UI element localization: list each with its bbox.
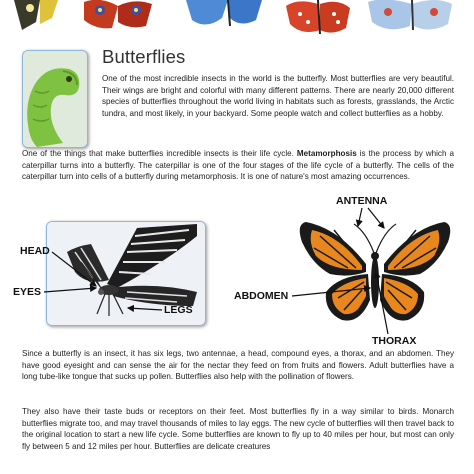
monarch-right-forewing — [384, 222, 450, 276]
monarch-head — [371, 252, 379, 260]
metamorphosis-text-start: One of the things that make butterflies incredible insects is their life cycle. — [22, 149, 297, 158]
intro-paragraph: One of the most incredible insects in the world is the butterfly. Most butterflies are very beautiful. Their wings are bright and colorful with many different patterns. There are nearly 20,000 different species of butterflies throughout the world living in habitats such as forests, grasslands, the Arctic tundra, and most likely, in your backyard. Some people watch and collect butterflies as a hobby. — [102, 74, 454, 118]
legs-label: LEGS — [164, 304, 193, 316]
antenna-label: ANTENNA — [336, 195, 388, 207]
monarch-body — [371, 256, 379, 308]
butterfly-photo-3 — [186, 0, 262, 26]
eyes-label: EYES — [13, 286, 42, 298]
butterfly-photo-5 — [368, 0, 452, 30]
abdomen-label: ABDOMEN — [234, 290, 289, 302]
flight-paragraph: They also have their taste buds or receptors on their feet. Most butterflies fly in a way similar to birds. Monarch butterflies migrate too, and may travel thousands of miles to lay eggs. The new cycle of butterflies will then travel back to the original location to start a new life cycle. Some butterflies are known to fly up to 40 miles per hour, but most can only fly between 5 and 12 miles per hour. Butterflies are delicate creatures — [22, 407, 454, 451]
caterpillar-photo — [22, 50, 88, 148]
page-title: Butterflies — [102, 46, 186, 67]
monarch-left-hindwing — [326, 274, 370, 321]
anatomy-paragraph: Since a butterfly is an insect, it has six legs, two antennae, a head, compound eyes, a thorax, and an abdomen. They have good eyesight and can sense the air for the nectar they feed on from fruits and flowers. Adult butterflies have a long tube-like tongue that sucks up pollen. Butterflies also help with the pollination of flowers. — [22, 349, 454, 382]
metamorphosis-term: Metamorphosis — [296, 149, 357, 158]
butterfly-photo-1 — [14, 0, 58, 30]
monarch-antennae — [354, 224, 396, 253]
butterfly-photo-4 — [286, 0, 350, 34]
monarch-left-forewing — [300, 222, 366, 276]
butterfly-photo-strip — [0, 0, 474, 40]
monarch-right-hindwing — [380, 274, 424, 321]
monarch-diagram — [290, 208, 460, 338]
thorax-label: THORAX — [372, 335, 417, 347]
metamorphosis-paragraph — [22, 148, 454, 183]
head-label: HEAD — [20, 245, 50, 257]
butterfly-photo-2 — [84, 0, 152, 28]
metamorphosis-text-end: is the process by which a caterpillar turns into a butterfly. The caterpillar is one of the four stages of the life cycle of a butterfly. The cells of the caterpillar turn into cells of a butterfly during metamorphosis. It is one of nature's most amazing occurrences. — [22, 149, 454, 182]
